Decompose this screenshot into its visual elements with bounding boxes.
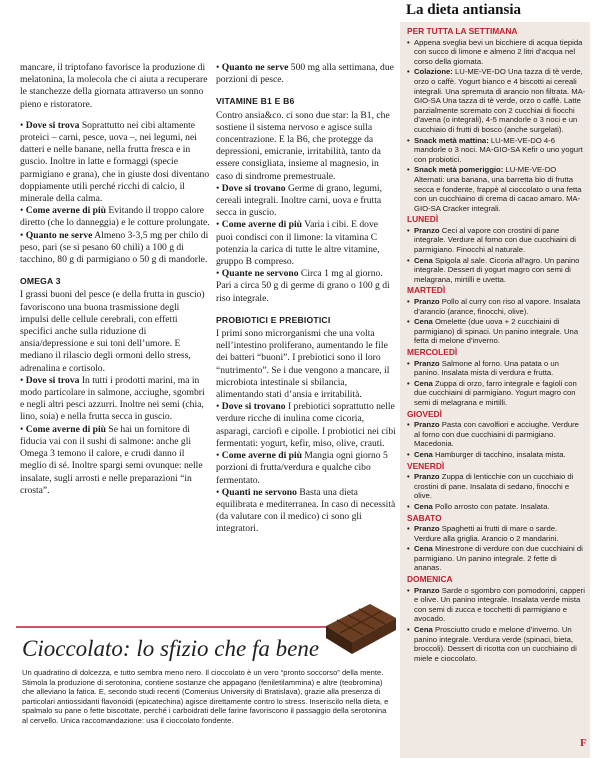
- omega3-intro: I grassi buoni del pesce (e della frutta in guscio) favoriscono una buona trasmissione degli impulsi delle cellule cerebrali, con effetti specifici anche sulla riduzione di ansia/depressione e sui toni dell’umore. E mediano il rilascio degli ormoni dello stress, adrenalina e cortisolo.: [20, 289, 205, 374]
- meal-text: Zuppa di orzo, farro integrale e fagioli con due cucchiaini di parmigiano. Yogurt magro con semi di melagrana e mirtilli.: [414, 378, 577, 407]
- meal-item: [407, 544, 586, 573]
- section-heading-probiotics: PROBIOTICI E PREBIOTICI: [216, 314, 331, 325]
- meal-text: Hamburger di tacchino, insalata mista.: [432, 449, 566, 459]
- bullet-icon: •: [407, 501, 410, 511]
- bullet: • Dove si trovano I prebiotici soprattutto nelle verdure ricche di inulina come cicoria, asparagi, carciofi e cipolle. I probiotici nei cibi fermentati: yogurt, kefir, miso, olive, crauti.: [216, 401, 396, 449]
- meal-label: Cena: [414, 544, 433, 554]
- meal-item: [407, 67, 586, 134]
- meal-item: [407, 502, 586, 512]
- meal-label: Pranzo: [414, 472, 440, 482]
- bullet-icon: •: [407, 165, 410, 175]
- meal-label: Snack metà mattina:: [414, 135, 489, 145]
- page-mark: F: [580, 737, 587, 749]
- bullet-icon: •: [407, 358, 410, 368]
- meal-item: [407, 297, 586, 316]
- bullet-icon: •: [407, 524, 410, 534]
- diet-panel: [400, 0, 594, 758]
- meal-text: Appena sveglia bevi un bicchiere di acqua tiepida con succo di limone e almeno 2 litri d’acqua nel corso della giornata.: [414, 37, 583, 66]
- chocolate-icon: [320, 596, 398, 658]
- bullet: • Dove si trovano Germe di grano, legumi, cereali integrali. Inoltre carni, uova e frutta secca in guscio.: [216, 182, 382, 219]
- bullet-icon: •: [407, 297, 410, 307]
- meal-text: Minestrone di verdure con due cucchiaini di parmigiano. Un panino integrale. 2 fette di ananas.: [414, 544, 583, 573]
- meal-label: Pranzo: [414, 524, 440, 534]
- meal-text: LU-ME-VE-DO 4-6 mandorle o 3 noci. MA-GIO-SA Kefir o uno yogurt con probiotici.: [414, 135, 583, 164]
- chocolate-title: Cioccolato: lo sfizio che fa bene: [22, 636, 320, 661]
- bullet-icon: •: [407, 67, 410, 77]
- bullet-icon: •: [407, 255, 410, 265]
- meal-text: LU-ME-VE-DO Alternati: una banana, una barretta bio di frutta secca e fondente, frappè al cioccolato o una fetta con un cucchiaino di crema di cacao amaro. MA-GIO-SA Cracker integrali.: [414, 165, 582, 213]
- meal-label: Pranzo: [414, 225, 440, 235]
- bullet-icon: •: [407, 37, 410, 47]
- meal-label: Cena: [414, 625, 433, 635]
- meal-text: Pollo al curry con riso al vapore. Insalata d’arancio (arance, finocchi, olive).: [414, 297, 581, 316]
- meal-text: Pollo arrosto con patate. Insalata.: [432, 501, 550, 511]
- bullet: • Come averne di più Se hai un fornitore di fiducia vai con il sushi di salmone: anche gli Omega 3 temono il calore, e crudi danno il meglio di sé. Inoltre spargi semi ovunque: nelle insalate, sugli arrosti e nelle preparazioni “in crosta”.: [20, 423, 203, 496]
- day-heading: GIOVEDÌ: [407, 408, 442, 419]
- day-heading: DOMENICA: [407, 574, 453, 585]
- section-heading-omega3: OMEGA 3: [20, 276, 61, 287]
- bullet: • Quante ne servono Circa 1 mg al giorno. Pari a circa 50 g di germe di grano o 100 g di riso integrale.: [216, 268, 390, 304]
- section-heading-vitamins: VITAMINE B1 E B6: [216, 96, 295, 107]
- tryptophan-intro: mancare, il triptofano favorisce la produzione di melatonina, la molecola che ci aiuta a recuperare le stanchezze della giornata attraverso un sonno pieno e ristoratore.: [20, 62, 208, 110]
- meal-text: LU-ME-VE-DO Una tazza di tè verde, orzo o caffè. Yogurt bianco e 4 biscotti ai cereali integrali. Una spremuta di arancio non filtrata. MA-GIO-SA Una tazza di tè verde, orzo o caffè. Latte parzialmente scremato con 2 cucchiai di fiocchi d’avena (o integrali), 4-5 mandorle o 3 noci e un cucchiaio di frutti di bosco (anche surgelati).: [414, 67, 586, 134]
- bullet: • Quanto ne serve 500 mg alla settimana, due porzioni di pesce.: [216, 62, 394, 86]
- bullet: • Come averne di più Varia i cibi. E dove puoi condisci con il limone: la vitamina C potenzia la carica di tutte le altre vitamine, gruppo B compreso.: [216, 219, 380, 268]
- meal-item: [407, 256, 586, 285]
- meal-text: Prosciutto crudo e melone d’inverno. Un panino integrale. Verdura verde (spinaci, bieta, broccoli). Dessert di ricotta con un cucchiaino di miele e cioccolato.: [414, 625, 577, 663]
- meal-label: Colazione:: [414, 67, 453, 77]
- meal-label: Pranzo: [414, 358, 440, 368]
- day-heading: MARTEDÌ: [407, 285, 446, 296]
- meal-item: [407, 165, 586, 213]
- chocolate-text: Un quadratino di dolcezza, e tutto sembra meno nero. Il cioccolato è un vero “pronto soccorso” della mente. Stimola la produzione di serotonina, contiene sostanze che appagano (feniletilammina) e altre (teobromina) che alleviano la fatica. E, secondo studi recenti (Comenius University di Bratislava), grazie alla presenza di particolari antiossidanti flavonoidi (epicatechina) agisce direttamente contro lo stress. Inseriscilo nella dieta, e spalmalo su pane o fette biscottate, perché i carboidrati delle farine favoriscono il passaggio della serotonina al cervello. Unica raccomandazione: usa il cioccolato fondente.: [22, 668, 389, 725]
- meal-text: Ceci al vapore con crostini di pane integrale. Verdure al forno con due cucchiaini di parmigiano. Finocchi al naturale.: [414, 225, 576, 255]
- meal-text: Pasta con cavolfiori e acciughe. Verdure al forno con due cucchiaini di parmigiano. Macedonia.: [414, 420, 579, 449]
- bullet-icon: •: [407, 625, 410, 635]
- day-heading: LUNEDÌ: [407, 214, 439, 225]
- bullet: • Come averne di più Evitando il troppo calore diretto (che lo danneggia) e le cotture prolungate.: [20, 205, 210, 229]
- meal-text: Sarde o sgombro con pomodorini, capperi e olive. Un panino integrale. Insalata verde mista con semi di zucca e tocchetti di parmigiano e avocado.: [414, 585, 585, 624]
- meal-item: [407, 450, 586, 460]
- meal-text: Omelette (due uova + 2 cucchiaini di parmigiano) di spinaci. Un panino integrale. Una fetta di melone d’inverno.: [414, 317, 579, 346]
- meal-text: Spigola al sale. Cicoria all’agro. Un panino integrale. Dessert di yogurt magro con semi di melagrana, mirtilli e uvetta.: [414, 255, 580, 284]
- meal-label: Cena: [414, 501, 433, 511]
- bullet-icon: •: [407, 317, 410, 327]
- bullet: • Quanti ne servono Basta una dieta equilibrata e mediterranea. In caso di necessità (da valutare con il medico) ci sono gli integratori.: [216, 486, 396, 535]
- bullet-icon: •: [407, 135, 410, 145]
- meal-label: Cena: [414, 449, 433, 459]
- meal-item: [407, 379, 586, 408]
- day-heading: MERCOLEDÌ: [407, 347, 458, 357]
- vitamins-intro: Contro ansia&co. ci sono due star: la B1, che sostiene il sistema nervoso e agisce sulla concentrazione. E la B6, che protegge da depressioni, emicranie, irritabilità, tanto da essere consigliata, insieme al magnesio, in caso di sindrome premestruale.: [216, 109, 390, 182]
- day-heading: VENERDÌ: [407, 460, 445, 471]
- bullet: • Come averne di più Mangia ogni giorno 5 porzioni di frutta/verdura e qualche cibo fermentato.: [216, 450, 388, 486]
- meal-item: [407, 226, 586, 255]
- meal-item: [407, 136, 586, 165]
- meal-label: Cena: [414, 378, 433, 388]
- probiotics-intro: I primi sono microrganismi che una volta nell’intestino proliferano, aumentando le file dei batteri “buoni”. I prebiotici sono il loro “nutrimento”. Se i due vengono a mancare, il microbiota intestinale si sbilancia, alimentando stati d’ansia e irritabilità.: [216, 328, 390, 401]
- bullet-icon: •: [407, 420, 410, 430]
- meal-item: [407, 317, 586, 346]
- meal-item: [407, 359, 586, 378]
- bullet: • Dove si trova In tutti i prodotti marini, ma in modo particolare in salmone, acciughe, sgombri e negli altri pesci azzurri. Inoltre nei semi (chia, lino, soia) e nella frutta secca in guscio.: [20, 374, 205, 423]
- diet-title: La dieta antiansia: [406, 2, 522, 18]
- bullet-icon: •: [407, 378, 410, 388]
- meal-item: [407, 38, 586, 67]
- bullet: • Dove si trova Soprattutto nei cibi altamente proteici – carni, pesce, uova –, nei legumi, nei datteri e nelle banane, nella frutta fresca e in guscio. Inoltre in latte e formaggi (specie parmigiano e grana), che in giuste dosi diventano doppiamente utili perché ricchi di calcio, il minerale della calma.: [20, 119, 210, 205]
- meal-text: Salmone al forno. Una patata o un panino. Insalata mista di verdura e frutta.: [414, 358, 559, 378]
- bullet-icon: •: [407, 225, 410, 235]
- meal-label: Cena: [414, 317, 433, 327]
- meal-text: Zuppa di lenticchie con un cucchiaio di crostini di pane. Insalata di sedano, finocchi e olive.: [414, 472, 574, 501]
- diet-plan: [400, 22, 590, 758]
- meal-item: [407, 625, 586, 663]
- bullet-icon: •: [407, 585, 410, 595]
- meal-label: Pranzo: [414, 585, 440, 595]
- bullet-icon: •: [407, 472, 410, 482]
- day-heading: SABATO: [407, 512, 442, 523]
- meal-item: [407, 420, 586, 449]
- bullet-icon: •: [407, 544, 410, 554]
- bullet-icon: •: [407, 449, 410, 459]
- article-column-1: [20, 62, 210, 497]
- day-heading: PER TUTTA LA SETTIMANA: [407, 26, 518, 36]
- meal-item: [407, 472, 586, 501]
- tryptophan-bullets: [20, 120, 210, 266]
- meal-text: Spaghetti ai frutti di mare o sarde. Verdure alla griglia. Arancio o 2 mandarini.: [414, 524, 559, 543]
- meal-label: Pranzo: [414, 297, 440, 307]
- meal-label: Cena: [414, 255, 433, 265]
- bullet: • Quanto ne serve Almeno 3-3,5 mg per chilo di peso, pari (se si pesano 60 chili) a 100 g di tacchino, 80 g di parmigiano o 50 g di mandorle.: [20, 229, 209, 266]
- meal-label: Snack metà pomeriggio:: [414, 165, 504, 175]
- meal-item: [407, 524, 586, 543]
- article-column-2: [216, 62, 396, 536]
- meal-label: Pranzo: [414, 420, 440, 430]
- meal-item: [407, 586, 586, 624]
